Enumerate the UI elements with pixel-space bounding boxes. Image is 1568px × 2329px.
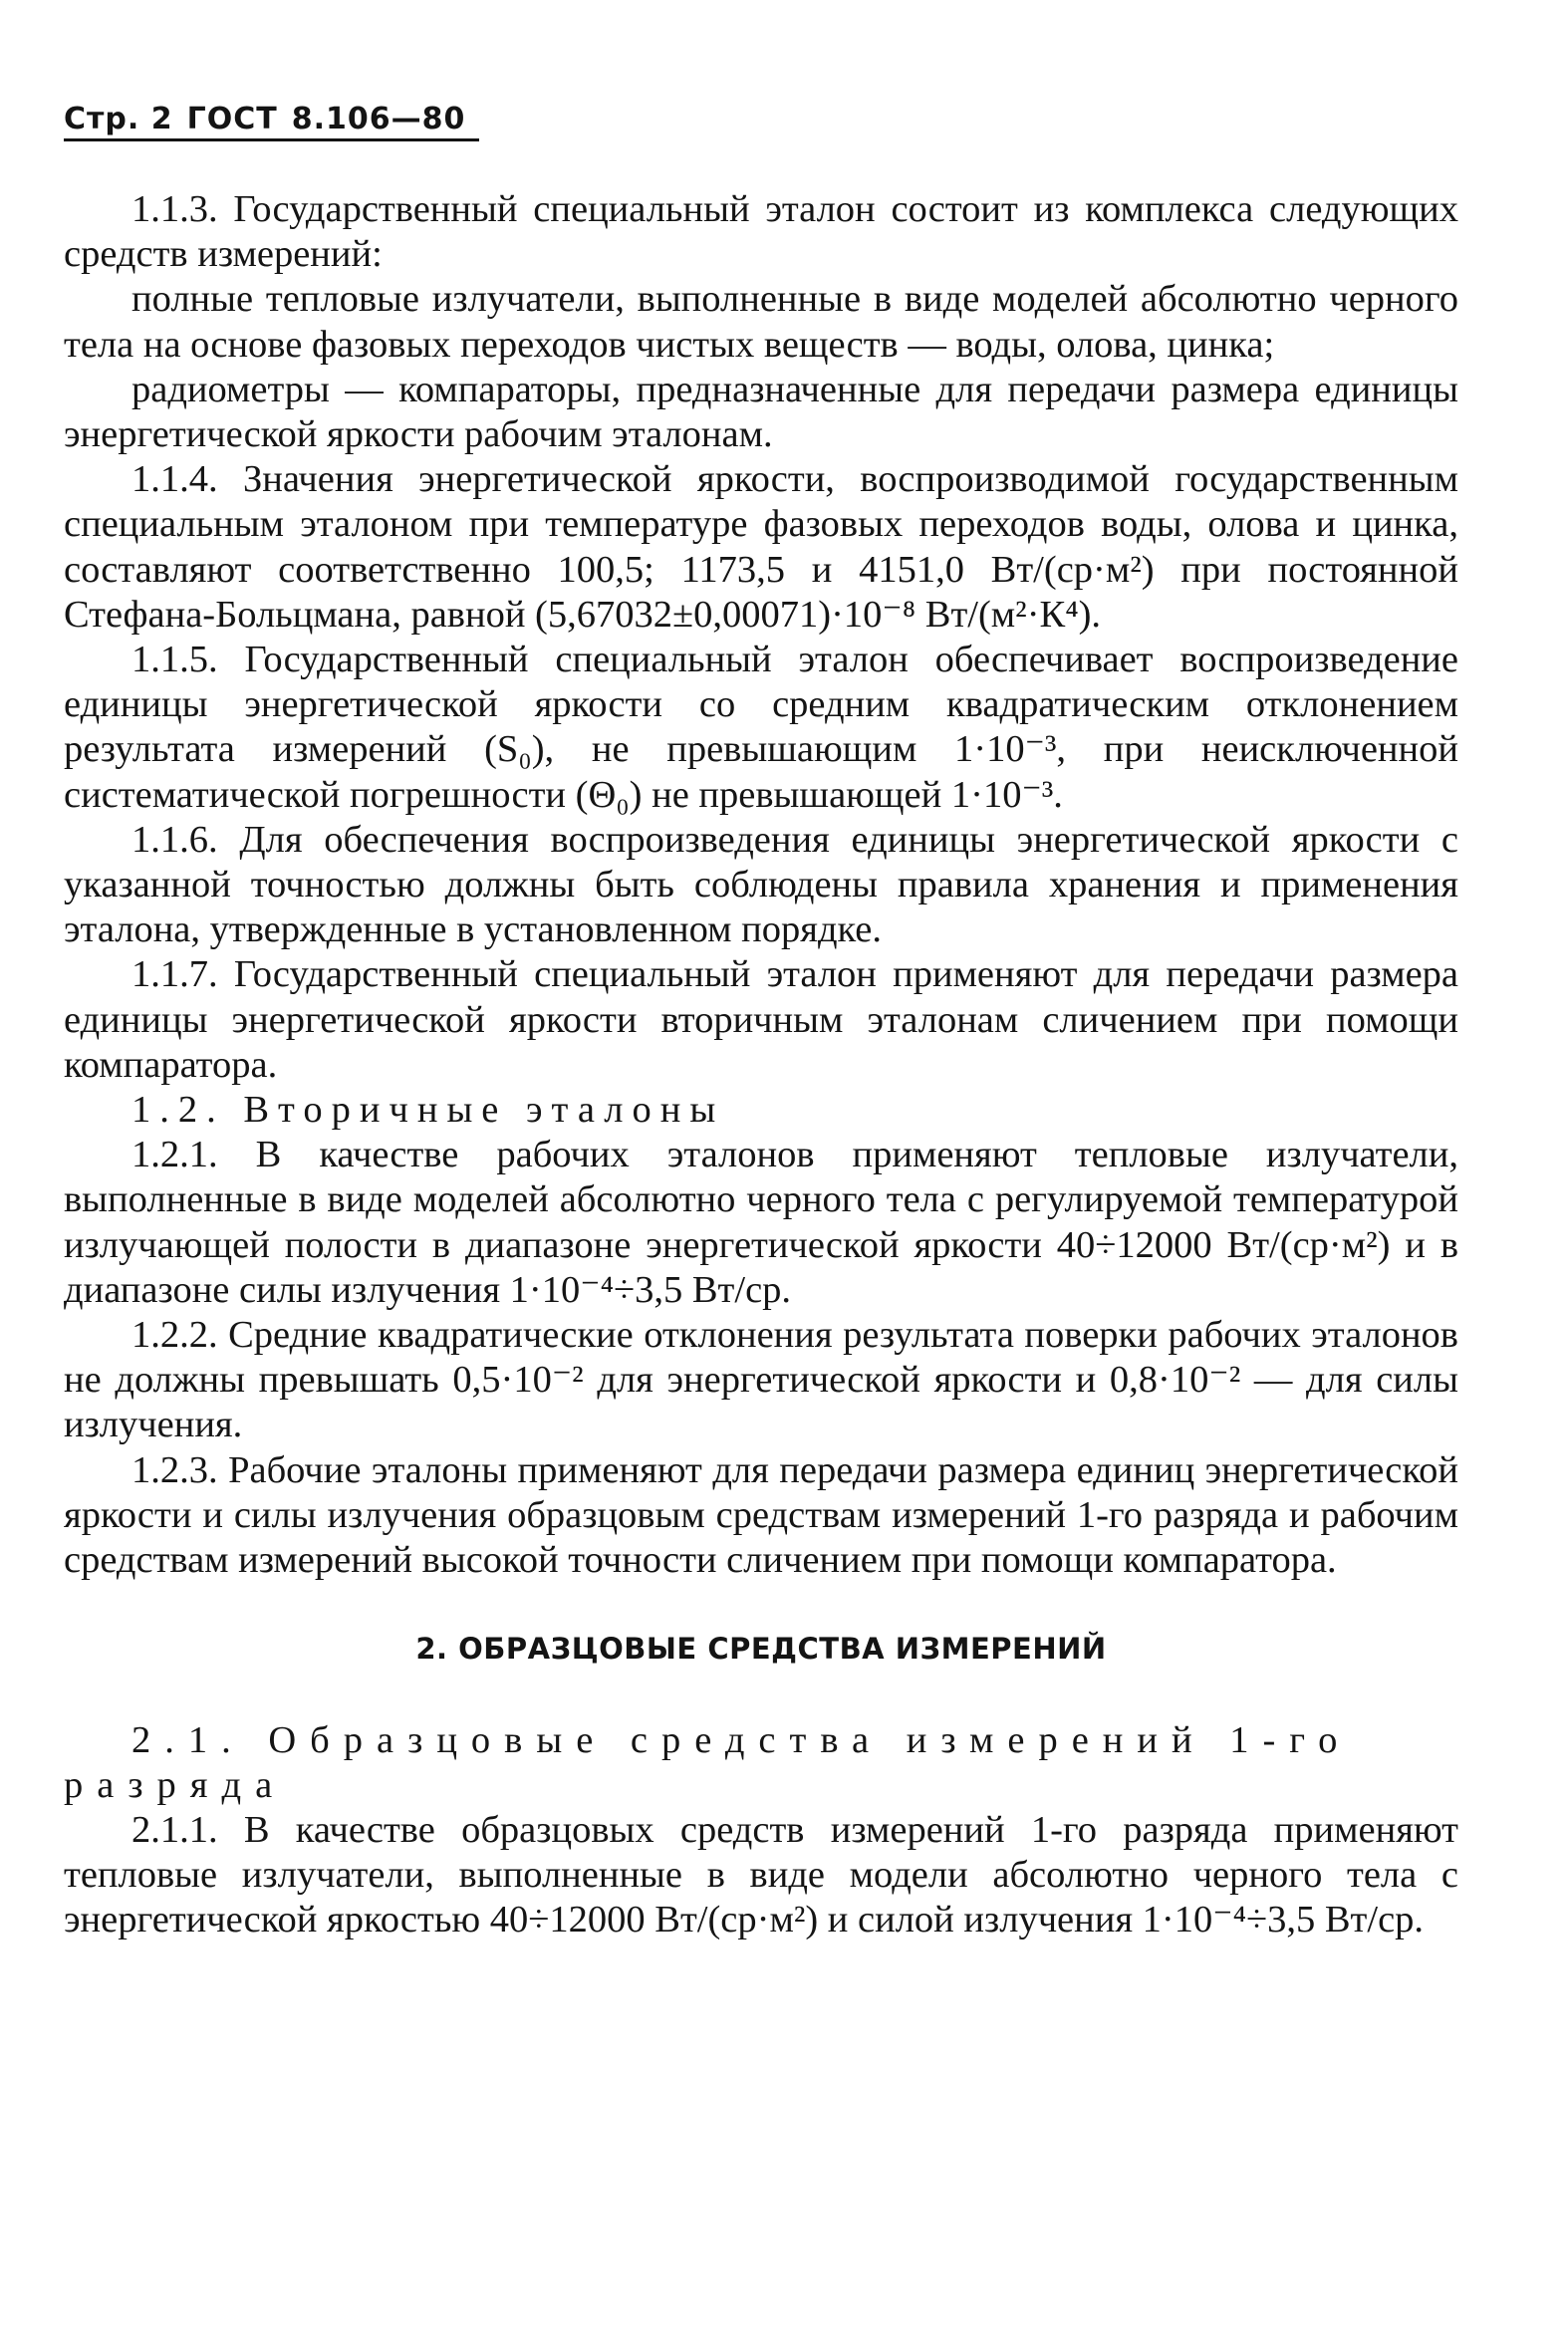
section-heading: 2. ОБРАЗЦОВЫЕ СРЕДСТВА ИЗМЕРЕНИЙ (415, 1632, 1107, 1667)
subsection-heading-1-2: 1.2. Вторичные эталоны (131, 1089, 725, 1132)
paragraph-radiometers: радиометры — компараторы, предназначенные для передачи размера единицы энергетической яркости рабочим эталонам. (64, 368, 1458, 456)
paragraph-1-2-3: 1.2.3. Рабочие эталоны применяют для передачи размера единиц энергетической яркости и силы излучения образцовым средствам измерений 1-го разряда и рабочим средствам измерений высокой точности сличением при помощи компаратора. (64, 1448, 1458, 1582)
page-header (64, 102, 479, 141)
standard-number: 8.106—80 (291, 102, 466, 136)
paragraph-1-1-4: 1.1.4. Значения энергетической яркости, воспроизводимой государственным специальным эталоном при температуре фазовых переходов воды, олова и цинка, составляют соответственно 100,5; 1173,5 и 4151,0 Вт/(ср·м²) при постоянной Стефана-Больцмана, равной (5,67032±0,00071)·10⁻⁸ Вт/(м²·К⁴). (64, 458, 1458, 636)
standard-label: ГОСТ (186, 102, 278, 136)
paragraph-1-1-7: 1.1.7. Государственный специальный эталон применяют для передачи размера единицы энергетической яркости вторичным эталонам сличением при помощи компаратора. (64, 953, 1458, 1086)
paragraph-1-1-5: 1.1.5. Государственный специальный эталон обеспечивает воспроизведение единицы энергетической яркости со средним квадратическим отклонением результата измерений (S₀), не превышающим 1·10⁻³, при неисключенной систематической погрешности (Θ₀) не превышающей 1·10⁻³. (64, 639, 1458, 816)
subsection-heading-2-1: 2.1. Образцовые средства измерений 1-го разряда (64, 1718, 1352, 1806)
paragraph-1-2-1: 1.2.1. В качестве рабочих эталонов применяют тепловые излучатели, выполненные в виде моделей абсолютно черного тела с регулируемой температурой излучающей полости в диапазоне энергетической яркости 40÷12000 Вт/(ср·м²) и в диапазоне силы излучения 1·10⁻⁴÷3,5 Вт/ср. (64, 1134, 1458, 1311)
paragraph-2-1-1: 2.1.1. В качестве образцовых средств измерений 1-го разряда применяют тепловые излучатели, выполненные в виде модели абсолютно черного тела с энергетической яркостью 40÷12000 Вт/(ср·м²) и силой излучения 1·10⁻⁴÷3,5 Вт/ср. (64, 1808, 1458, 1941)
paragraph-1-1-3: 1.1.3. Государственный специальный эталон состоит из комплекса следующих средств измерений: (64, 188, 1458, 276)
paragraph-emitters: полные тепловые излучатели, выполненные в виде моделей абсолютно черного тела на основе фазовых переходов чистых веществ — воды, олова, цинка; (64, 278, 1458, 366)
page-number-label: Стр. 2 (64, 102, 173, 136)
document-body (64, 187, 1458, 1943)
paragraph-1-2-2: 1.2.2. Средние квадратические отклонения результата поверки рабочих эталонов не должны превышать 0,5·10⁻² для энергетической яркости и 0,8·10⁻² — для силы излучения. (64, 1314, 1458, 1446)
paragraph-1-1-6: 1.1.6. Для обеспечения воспроизведения единицы энергетической яркости с указанной точностью должны быть соблюдены правила хранения и применения эталона, утвержденные в установленном порядке. (64, 818, 1458, 951)
